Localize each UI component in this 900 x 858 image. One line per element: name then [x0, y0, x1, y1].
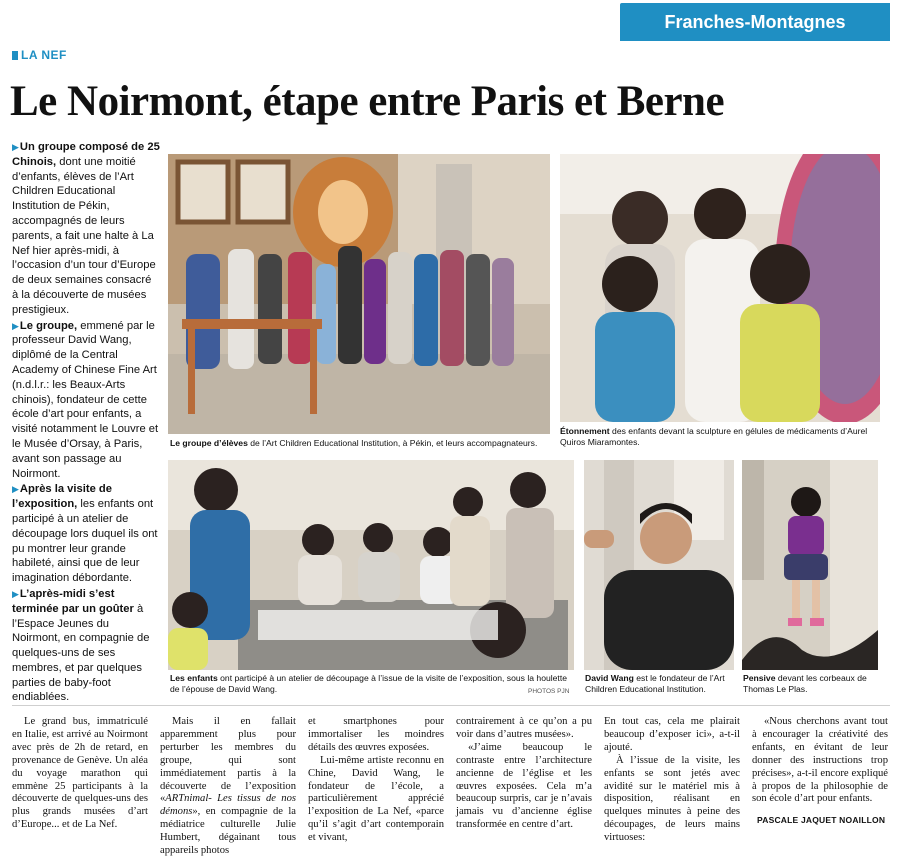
headline: Le Noirmont, étape entre Paris et Berne — [10, 78, 725, 125]
exhibition-title: ARTnimal- Les tissus de nos démons — [160, 793, 296, 818]
body-column-3 — [308, 716, 444, 845]
chapo-item — [12, 319, 160, 482]
chapo-lead: Après la visite de l’exposition, — [12, 483, 112, 511]
caption-text: des enfants devant la sculpture en gélules de médicaments d’Aurel Quiros Miaramontes. — [560, 426, 868, 447]
body-paragraph: Lui-même artiste reconnu en Chine, David Wang, le fondateur de l’école, a particulièrement apprécié l’exposition de La Nef, «parce qu’il s’agit d’art contemporain et vivant, — [308, 754, 444, 844]
body-paragraph: «Nous cherchons avant tout à encourager la créativité des enfants, en évitant de leur donner des instructions trop précises», a-t-il encore expliqué à propos de la philosophie de son école d’art pour enfants. — [752, 716, 888, 805]
body-paragraph: contrairement à ce qu’on a pu voir dans d’autres musées». — [456, 716, 592, 740]
body-column-1 — [12, 716, 148, 832]
chapo-lead: Un groupe composé de 25 Chinois, — [12, 141, 160, 168]
body-text: », en compagnie de la médiatrice culturelle Julie Humbert, dégainant tous appareils photos — [160, 806, 296, 857]
chapo-text: à l’Espace Jeunes du Noirmont, en compagnie de quelques-uns de ses membres, et par quelques parties de baby-foot endiablées. — [12, 602, 150, 704]
caption-lead: Pensive — [743, 673, 776, 683]
caption-text: ont participé à un atelier de découpage à l’issue de la visite de l’exposition, sous la houlette de l’épouse de David Wang. — [170, 673, 567, 694]
rubric-text: LA NEF — [21, 48, 67, 62]
rubric-square — [12, 51, 18, 60]
body-paragraph: À l’issue de la visite, les enfants se sont jetés avec avidité sur le matériel mis à disposition, réalisant en quelques minutes à peine des découpages, de leurs mains virtuoses: — [604, 754, 740, 844]
photo-sculpture — [560, 154, 880, 422]
chapo-sidebar — [12, 140, 160, 706]
region-banner: Franches-Montagnes — [620, 3, 890, 41]
bullet-triangle-icon: ▶ — [12, 320, 19, 331]
david-wang-photo-image — [584, 460, 734, 670]
chapo-item — [12, 587, 160, 705]
body-column-4 — [456, 716, 592, 832]
photo-workshop — [168, 460, 574, 670]
caption-lead: Les enfants — [170, 673, 218, 683]
caption-lead: David Wang — [585, 673, 634, 683]
caption-david-wang — [585, 673, 735, 695]
pensive-photo-image — [742, 460, 878, 670]
sculpture-photo-image — [560, 154, 880, 422]
body-column-6 — [752, 716, 888, 806]
section-divider — [12, 705, 890, 706]
bullet-triangle-icon: ▶ — [12, 588, 19, 599]
photo-david-wang — [584, 460, 734, 670]
caption-text: devant les corbeaux de Thomas Le Plas. — [743, 673, 867, 694]
photo-credit: PHOTOS PJN — [528, 688, 570, 695]
body-paragraph: En tout cas, cela me plairait beaucoup d’exposer ici», a-t-il ajouté. — [604, 716, 740, 753]
chapo-lead: L’après-midi s’est terminée par un goûter — [12, 587, 134, 615]
body-column-5 — [604, 716, 740, 845]
body-paragraph: et smartphones pour immortaliser les moindres détails des œuvres exposées. — [308, 716, 444, 753]
caption-text: est le fondateur de l’Art Children Educational Institution. — [585, 673, 725, 694]
caption-sculpture — [560, 426, 884, 448]
body-paragraph: Le grand bus, immatriculé en Italie, est arrivé au Noirmont avec près de 2h de retard, en provenance de Genève. Un aléa du voyage marathon qui emmène 25 participants à la découverte de quelques-uns des plus grands musées d’art d’Europe... et de La Nef. — [12, 716, 148, 831]
caption-group — [170, 438, 550, 449]
bullet-triangle-icon: ▶ — [12, 142, 19, 152]
group-photo-image — [168, 154, 550, 434]
bullet-triangle-icon: ▶ — [12, 484, 19, 495]
chapo-text: emmené par le professeur David Wang, diplômé de la Central Academy of Chinese Fine Art (n.d.l.r.: les Beaux-Arts chinois), fondateur de cette école d’art pour enfants, a visité notamment le Louvre et le Musée d’Orsay, à Paris, avant son passage au Noirmont. — [12, 319, 159, 480]
caption-workshop — [170, 673, 570, 695]
body-paragraph: «J’aime beaucoup le contraste entre l’architecture ancienne de l’église et les œuvres exposées. Cela m’a beaucoup surpris, car je n’avais jamais vu d’ancienne église transformée en centre d’art. — [456, 741, 592, 831]
caption-lead: Le groupe d’élèves — [170, 438, 248, 448]
workshop-photo-image — [168, 460, 574, 670]
chapo-item — [12, 482, 160, 586]
photo-group — [168, 154, 550, 434]
chapo-text: dont une moitié d’enfants, élèves de l’Art Children Educational Institution de Pékin, accompagnés de leurs parents, a fait une halte à La Nef hier après-midi, à l’occasion d’un tour d’Europe de deux semaines consacré à la découverte de musées prestigieux. — [12, 155, 156, 316]
caption-lead: Étonnement — [560, 426, 610, 436]
chapo-item — [12, 140, 160, 318]
author-signature: PASCALE JAQUET NOAILLON — [757, 815, 886, 825]
chapo-lead: Le groupe, — [19, 319, 78, 332]
caption-pensive — [743, 673, 883, 695]
article-body — [12, 716, 892, 857]
caption-text: de l’Art Children Educational Institution, à Pékin, et leurs accompagnateurs. — [247, 438, 538, 448]
rubric-label — [12, 48, 67, 62]
photo-pensive — [742, 460, 878, 670]
body-text: Mais il en fallait apparemment plus pour perturber les membres du groupe, qui sont immédiatement partis à la découverte de l’exposition « — [160, 716, 296, 805]
chapo-text: les enfants ont participé à un atelier de découpage lors duquel ils ont pu montrer leur grande habileté, ainsi que de leur imagination débordante. — [12, 498, 158, 585]
